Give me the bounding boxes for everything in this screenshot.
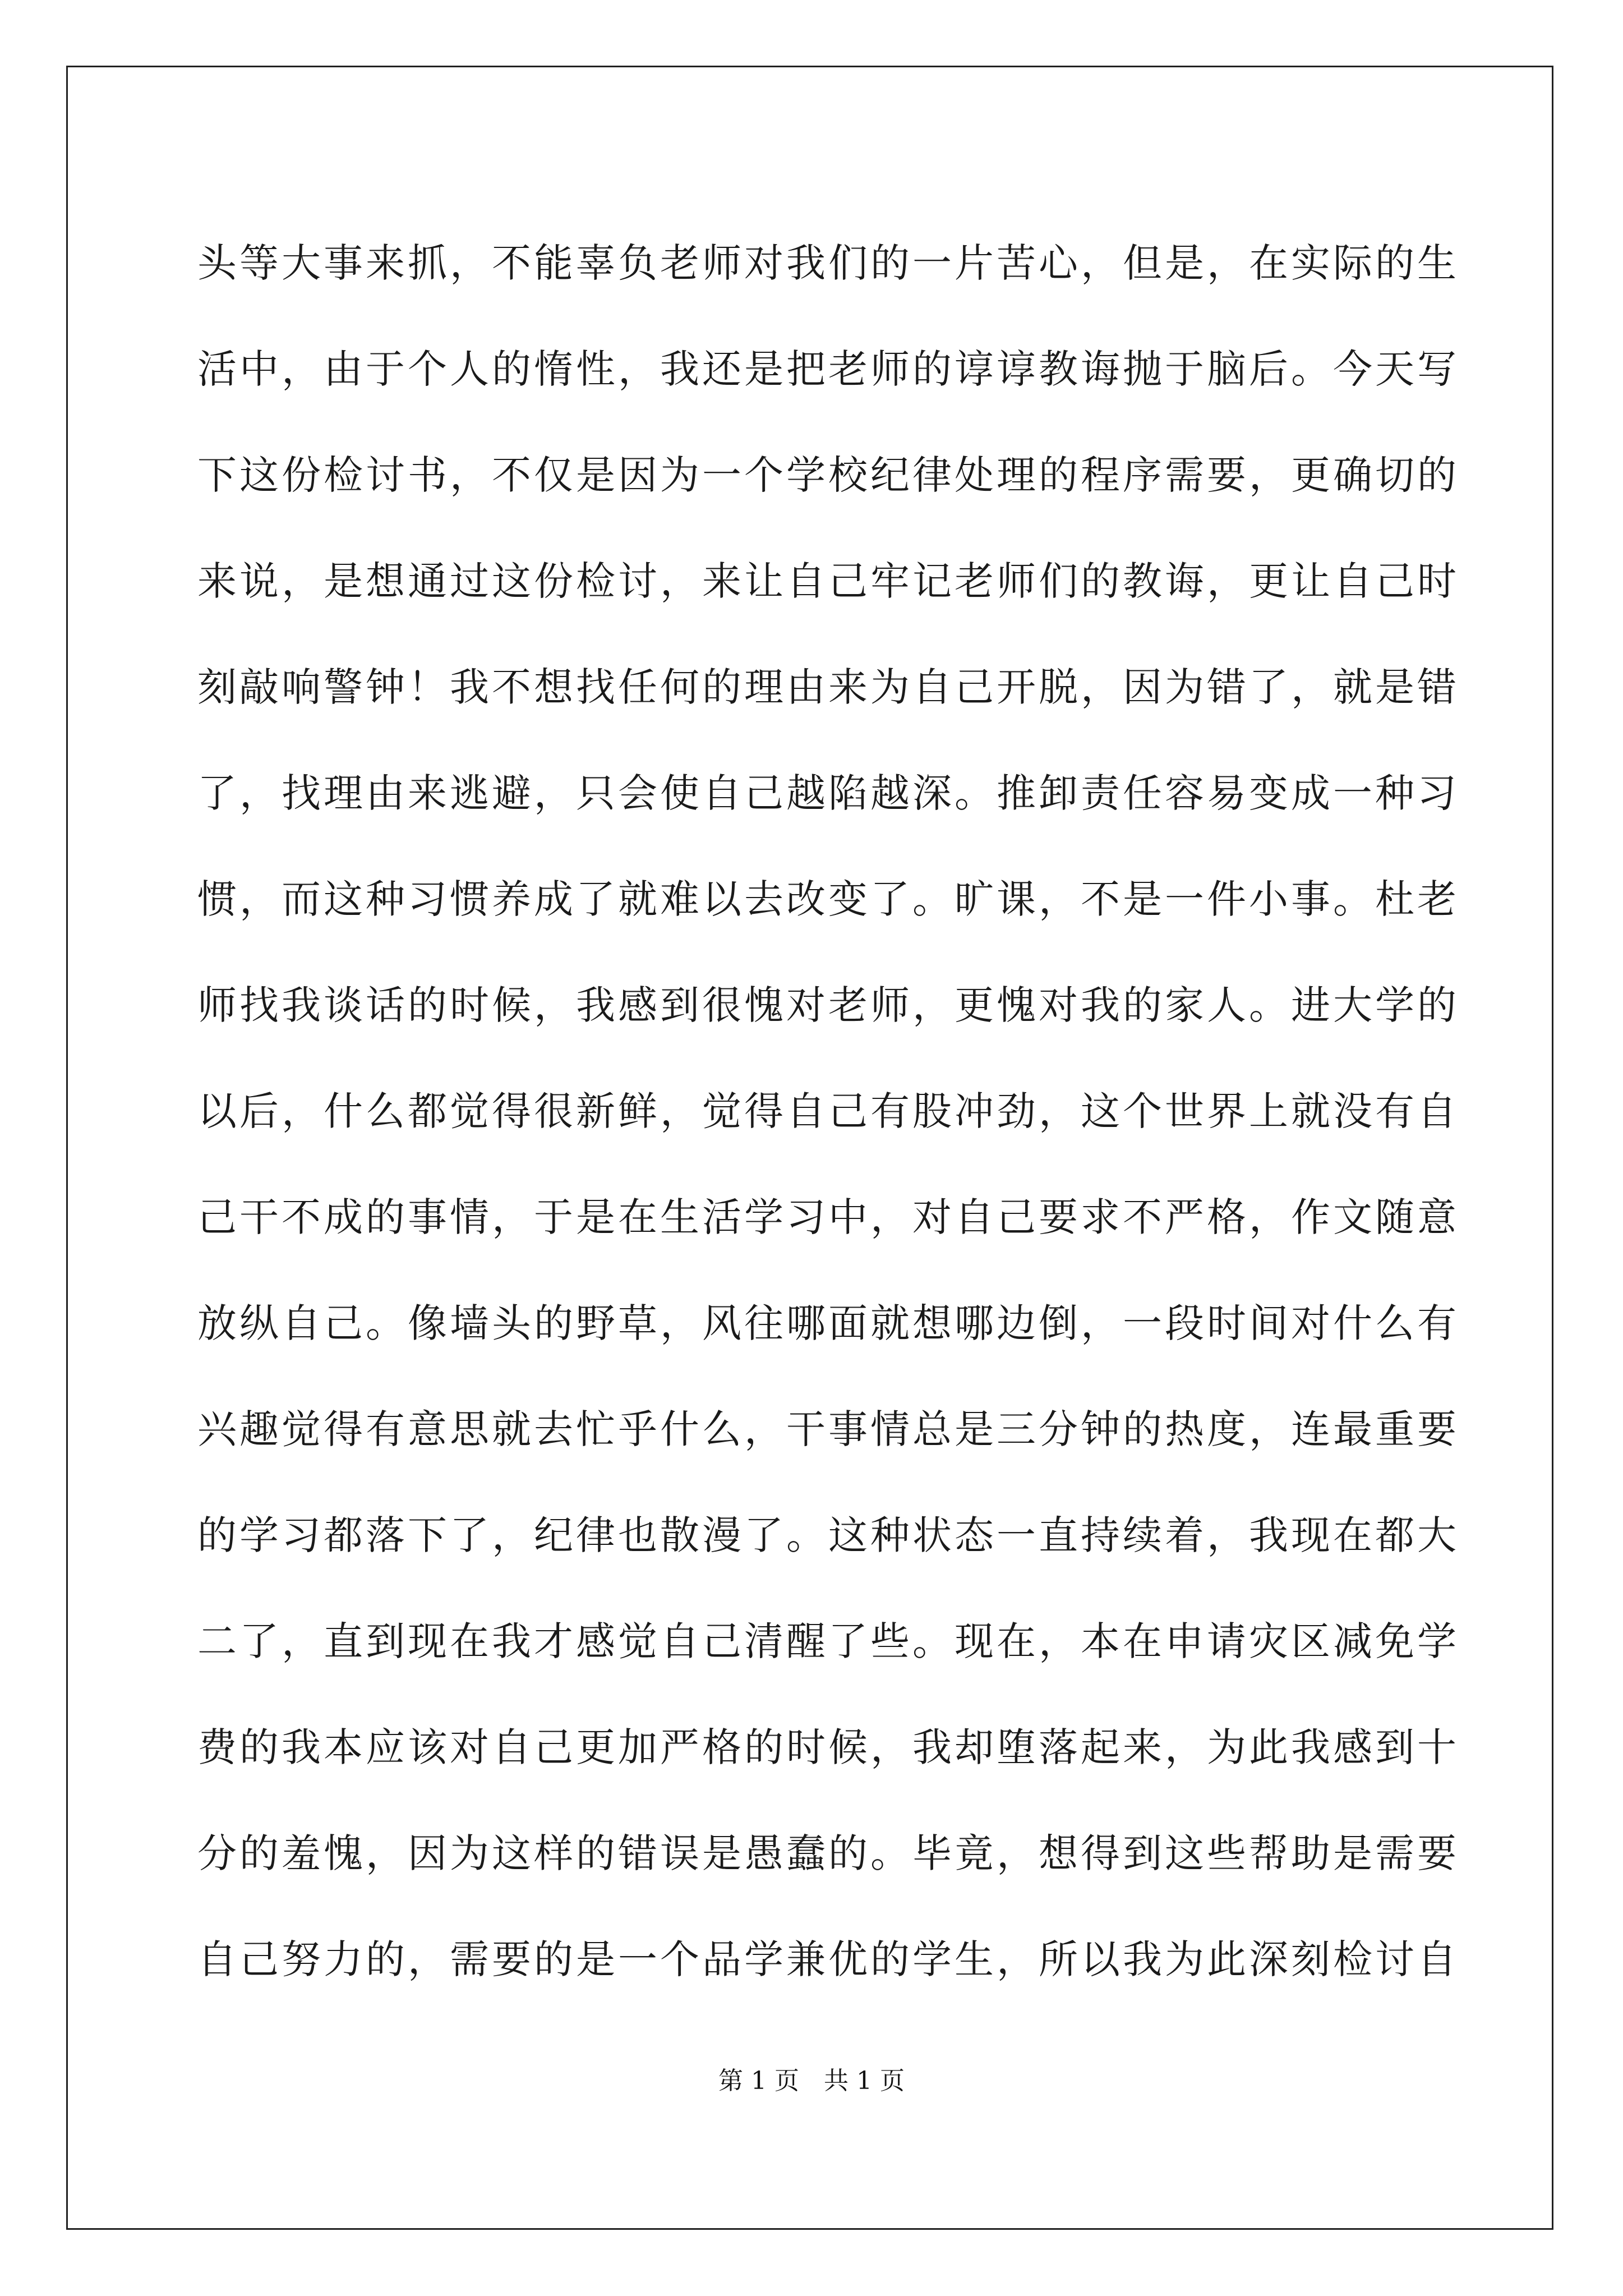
text-line: 头等大事来抓，不能辜负老师对我们的一片苦心，但是，在实际的生 [197, 240, 1459, 286]
text-line: 兴趣觉得有意思就去忙乎什么，干事情总是三分钟的热度，连最重要 [197, 1406, 1459, 1452]
text-line: 惯，而这种习惯养成了就难以去改变了。旷课，不是一件小事。杜老 [197, 876, 1459, 922]
text-line: 自己努力的，需要的是一个品学兼优的学生，所以我为此深刻检讨自 [197, 1936, 1459, 1982]
text-line: 己干不成的事情，于是在生活学习中，对自己要求不严格，作文随意 [197, 1194, 1459, 1240]
text-line: 二了，直到现在我才感觉自己清醒了些。现在，本在申请灾区减免学 [197, 1618, 1459, 1664]
text-line: 分的羞愧，因为这样的错误是愚蠢的。毕竟，想得到这些帮助是需要 [197, 1830, 1459, 1876]
text-line: 活中，由于个人的惰性，我还是把老师的谆谆教诲抛于脑后。今天写 [197, 346, 1459, 392]
text-line: 以后，什么都觉得很新鲜，觉得自己有股冲劲，这个世界上就没有自 [197, 1088, 1459, 1134]
text-line: 来说，是想通过这份检讨，来让自己牢记老师们的教诲，更让自己时 [197, 558, 1459, 604]
page-footer: 第 1 页 共 1 页 [718, 2067, 905, 2095]
text-line: 了，找理由来逃避，只会使自己越陷越深。推卸责任容易变成一种习 [197, 770, 1459, 816]
text-line: 费的我本应该对自己更加严格的时候，我却堕落起来，为此我感到十 [197, 1724, 1459, 1770]
text-line: 的学习都落下了，纪律也散漫了。这种状态一直持续着，我现在都大 [197, 1512, 1459, 1558]
text-line: 放纵自己。像墙头的野草，风往哪面就想哪边倒，一段时间对什么有 [197, 1300, 1459, 1346]
text-line: 刻敲响警钟！我不想找任何的理由来为自己开脱，因为错了，就是错 [197, 664, 1459, 710]
text-line: 师找我谈话的时候，我感到很愧对老师，更愧对我的家人。进大学的 [197, 982, 1459, 1028]
document-body [197, 210, 1459, 2013]
text-line: 下这份检讨书，不仅是因为一个学校纪律处理的程序需要，更确切的 [197, 452, 1459, 498]
